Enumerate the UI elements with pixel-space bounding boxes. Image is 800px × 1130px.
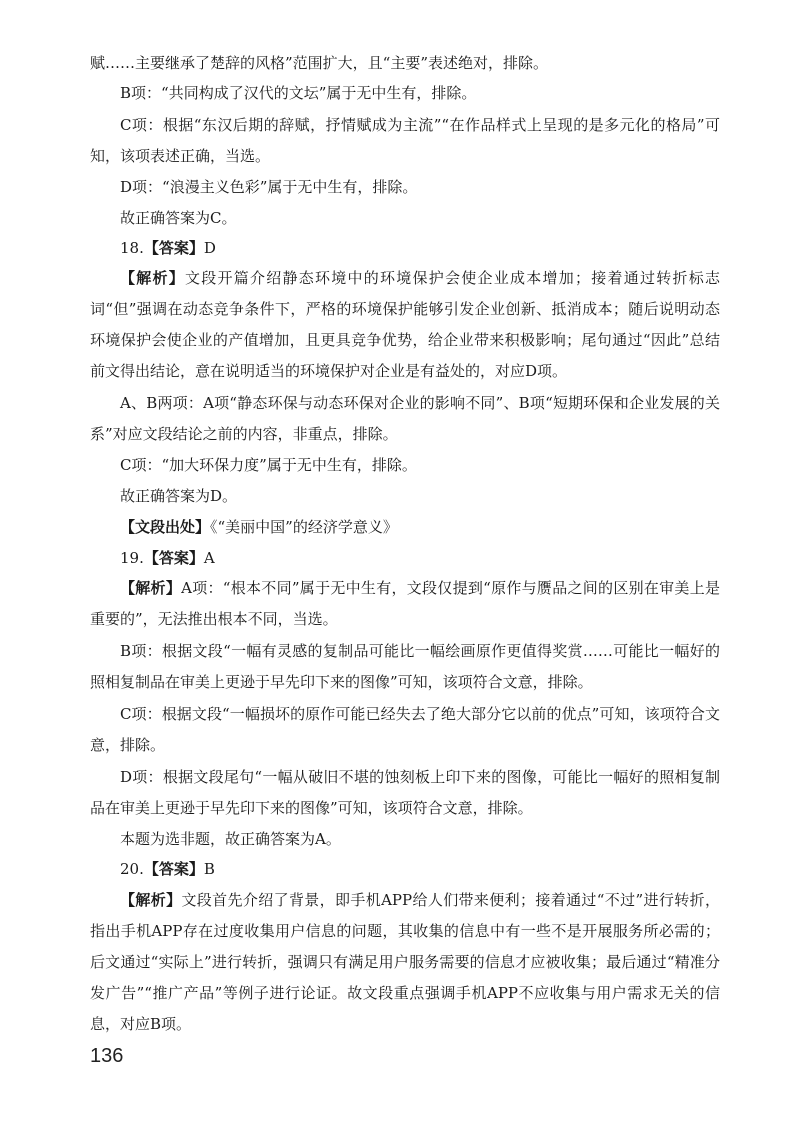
answer-heading-20 bbox=[120, 854, 215, 885]
analysis-tag: 【解析】 bbox=[120, 269, 185, 287]
paragraph-conclusion: 本题为选非题，故正确答案为A。 bbox=[120, 830, 341, 848]
paragraph-option-d: D项：根据文段尾句“一幅从破旧不堪的蚀刻板上印下来的图像，可能比一幅好的照相复制品在审美上更逊于早先印下来的图像”可知，该项符合文意，排除。 bbox=[90, 768, 720, 817]
page-number: 136 bbox=[90, 1045, 124, 1067]
paragraph-options-ab: A、B两项：A项“静态环保与动态环保对企业的影响不同”、B项“短期环保和企业发展的关系”对应文段结论之前的内容，非重点，排除。 bbox=[90, 394, 720, 443]
paragraph-option-d: D项：“浪漫主义色彩”属于无中生有，排除。 bbox=[120, 178, 418, 196]
question-number: 19. bbox=[120, 549, 144, 567]
paragraph-option-c: C项：“加大环保力度”属于无中生有，排除。 bbox=[120, 456, 417, 474]
paragraph-conclusion: 故正确答案为D。 bbox=[120, 487, 238, 505]
answer-value: B bbox=[203, 860, 215, 878]
answer-heading-18 bbox=[120, 233, 216, 264]
paragraph-option-c: C项：根据文段“一幅损坏的原作可能已经失去了绝大部分它以前的优点”可知，该项符合文意，排除。 bbox=[90, 705, 720, 754]
question-number: 18. bbox=[120, 239, 144, 257]
answer-tag: 【答案】 bbox=[143, 549, 204, 567]
question-number: 20. bbox=[120, 860, 144, 878]
analysis-paragraph-18: 【解析】文段开篇介绍静态环境中的环境保护会使企业成本增加；接着通过转折标志词“但”强调在动态竞争条件下，严格的环境保护能够引发企业创新、抵消成本；随后说明动态环境保护会使企业的产值增加，且更具竞争优势，给企业带来积极影响；尾句通过“因此”总结前文得出结论，意在说明适当的环境保护对企业是有益处的，对应D项。 bbox=[90, 269, 720, 380]
analysis-tag: 【解析】 bbox=[120, 579, 182, 597]
answer-value: D bbox=[203, 239, 216, 257]
analysis-paragraph-20: 【解析】文段首先介绍了背景，即手机APP给人们带来便利；接着通过“不过”进行转折，指出手机APP存在过度收集用户信息的问题，其收集的信息中有一些不是开展服务所必需的；后文通过“实际上”进行转折，强调只有满足用户服务需要的信息才应被收集；最后通过“精准分发广告”“推广产品”等例子进行论证。故文段重点强调手机APP不应收集与用户需求无关的信息，对应B项。 bbox=[90, 891, 720, 1033]
answer-heading-19 bbox=[120, 543, 215, 574]
analysis-tag: 【解析】 bbox=[120, 891, 182, 909]
answer-tag: 【答案】 bbox=[143, 239, 204, 257]
paragraph-option-b: B项：“共同构成了汉代的文坛”属于无中生有，排除。 bbox=[120, 84, 477, 102]
answer-value: A bbox=[203, 549, 215, 567]
source-tag: 【文段出处】 bbox=[120, 518, 211, 536]
paragraph-option-c: C项：根据“东汉后期的辞赋，抒情赋成为主流”“在作品样式上呈现的是多元化的格局”可知，该项表述正确，当选。 bbox=[90, 116, 720, 165]
paragraph-conclusion: 故正确答案为C。 bbox=[120, 209, 237, 227]
answer-tag: 【答案】 bbox=[143, 860, 204, 878]
source-paragraph: 【文段出处】《“美丽中国”的经济学意义》 bbox=[120, 518, 398, 536]
paragraph-option-b: B项：根据文段“一幅有灵感的复制品可能比一幅绘画原作更值得奖赏……可能比一幅好的照相复制品在审美上更逊于早先印下来的图像”可知，该项符合文意，排除。 bbox=[90, 642, 720, 691]
analysis-paragraph-19: 【解析】A项：“根本不同”属于无中生有，文段仅提到“原作与赝品之间的区别在审美上是重要的”，无法推出根本不同，当选。 bbox=[90, 579, 720, 628]
paragraph-continuation: 赋……主要继承了楚辞的风格”范围扩大，且“主要”表述绝对，排除。 bbox=[90, 54, 549, 72]
